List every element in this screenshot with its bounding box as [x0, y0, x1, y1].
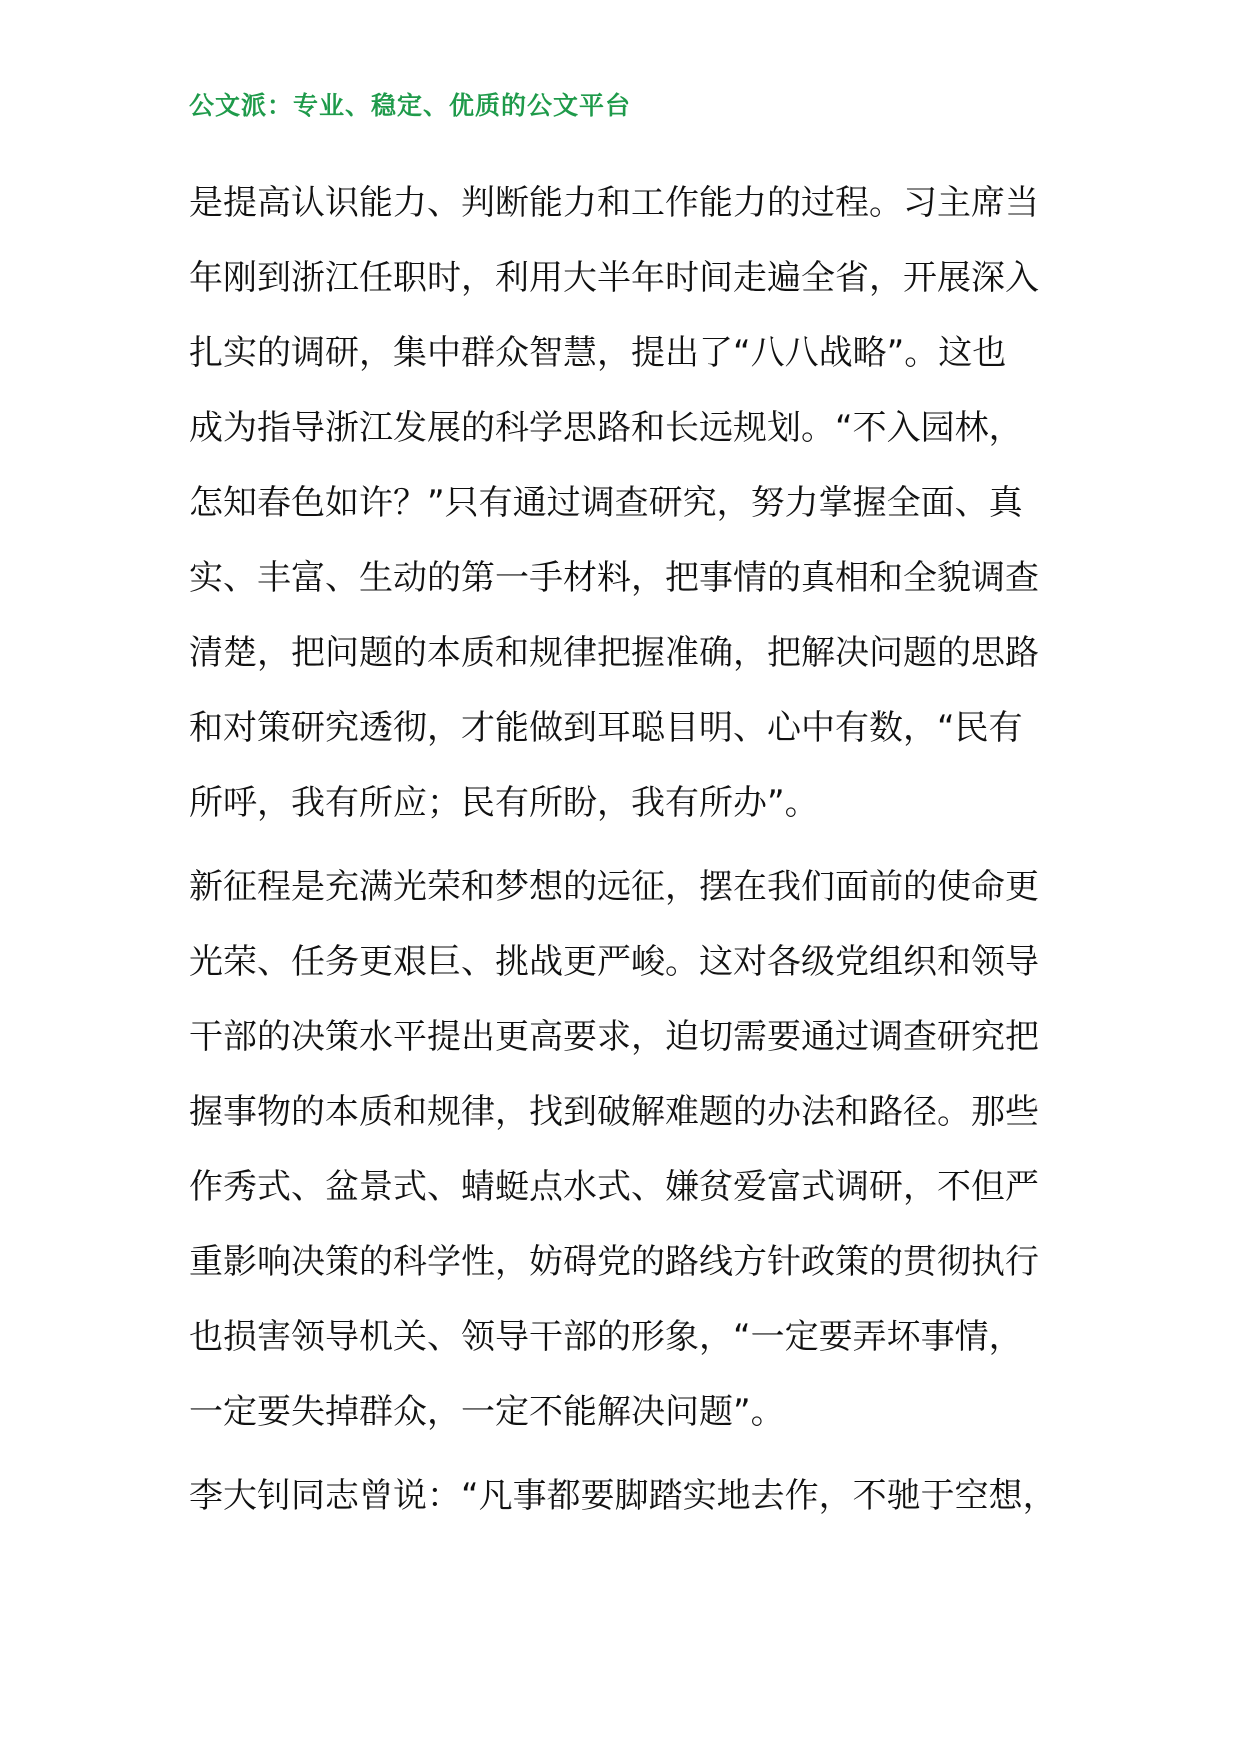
text-line: 实、丰富、生动的第一手材料，把事情的真相和全貌调查	[189, 558, 1039, 598]
text-line: 所呼，我有所应；民有所盼，我有所办”。	[189, 783, 819, 823]
text-line: 是提高认识能力、判断能力和工作能力的过程。习主席当	[189, 183, 1039, 223]
text-line: 干部的决策水平提出更高要求，迫切需要通过调查研究把	[189, 1017, 1039, 1057]
text-line: 怎知春色如许？”只有通过调查研究，努力掌握全面、真	[189, 483, 1023, 523]
text-line: 重影响决策的科学性，妨碍党的路线方针政策的贯彻执行	[189, 1242, 1039, 1282]
text-line: 作秀式、盆景式、蜻蜓点水式、嫌贫爱富式调研，不但严	[189, 1167, 1039, 1207]
text-line: 年刚到浙江任职时，利用大半年时间走遍全省，开展深入	[189, 258, 1039, 298]
text-line: 新征程是充满光荣和梦想的远征，摆在我们面前的使命更	[189, 867, 1039, 907]
paragraph-2	[189, 850, 1089, 1450]
text-line: 一定要失掉群众，一定不能解决问题”。	[189, 1392, 785, 1432]
text-line: 握事物的本质和规律，找到破解难题的办法和路径。那些	[189, 1092, 1039, 1132]
text-line: 李大钊同志曾说：“凡事都要脚踏实地去作，不驰于空想，	[189, 1476, 1057, 1516]
text-line: 扎实的调研，集中群众智慧，提出了“八八战略”。这也	[189, 333, 1007, 373]
text-line: 清楚，把问题的本质和规律把握准确，把解决问题的思路	[189, 633, 1039, 673]
text-line: 成为指导浙江发展的科学思路和长远规划。“不入园林，	[189, 408, 1023, 448]
paragraph-1	[189, 166, 1089, 841]
paragraph-3	[189, 1459, 1089, 1534]
text-line: 光荣、任务更艰巨、挑战更严峻。这对各级党组织和领导	[189, 942, 1039, 982]
text-line: 也损害领导机关、领导干部的形象，“一定要弄坏事情，	[189, 1317, 1023, 1357]
text-line: 和对策研究透彻，才能做到耳聪目明、心中有数，“民有	[189, 708, 1023, 748]
page-header: 公文派：专业、稳定、优质的公文平台	[189, 91, 632, 120]
document-body	[189, 166, 1089, 1534]
